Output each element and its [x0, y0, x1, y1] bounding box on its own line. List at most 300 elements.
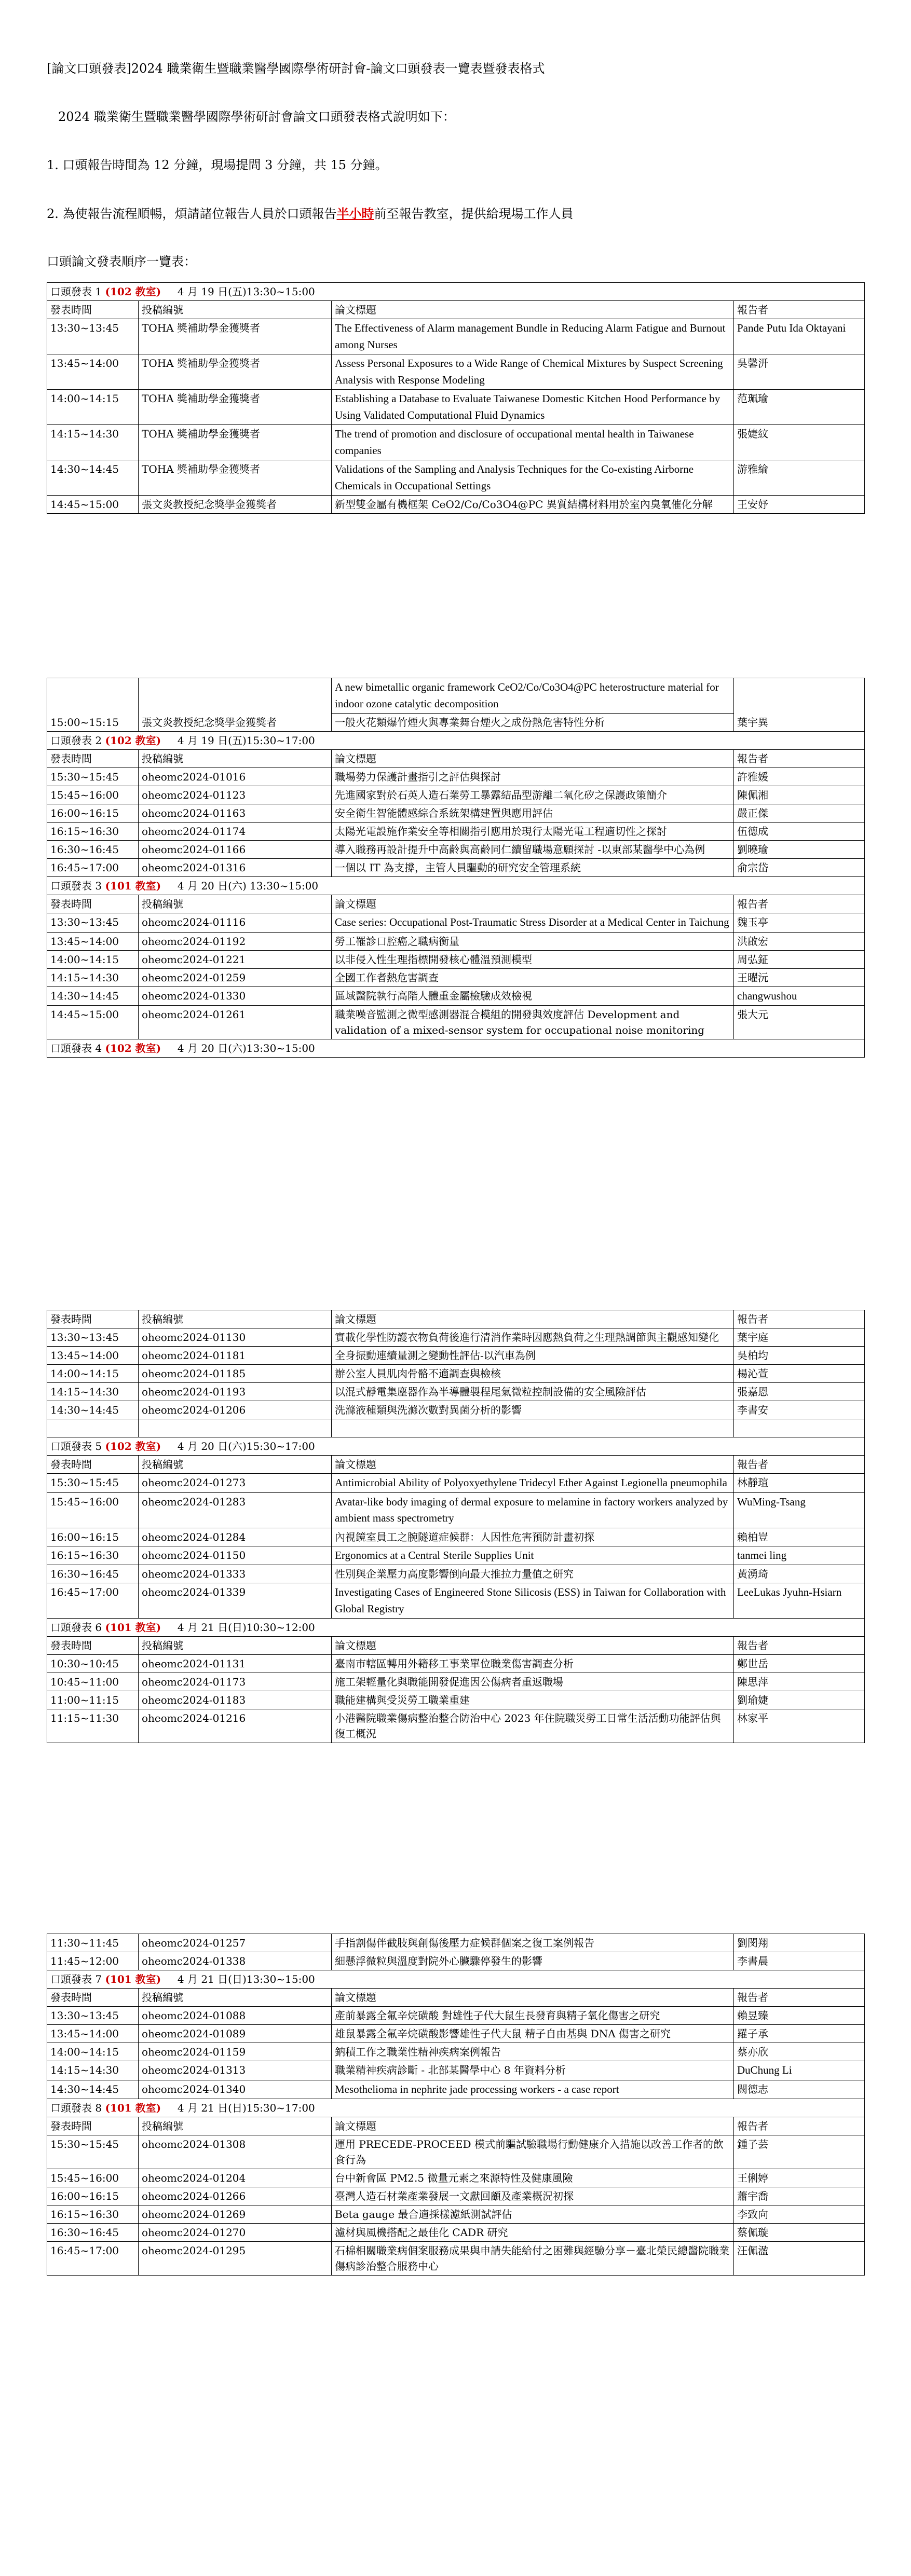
- header-id: 投稿編號: [139, 1310, 332, 1328]
- table-row: [47, 932, 865, 950]
- session-label: 口頭發表 1: [50, 285, 102, 298]
- header-id: 投稿編號: [139, 2117, 332, 2135]
- presentation-time: 14:45~15:00: [47, 1006, 139, 1039]
- table-row: [47, 1565, 865, 1583]
- header-time: 發表時間: [47, 895, 139, 913]
- table-row: [47, 1328, 865, 1347]
- paper-title: 全國工作者熱危害調查: [332, 968, 734, 986]
- presentation-time: 16:45~17:00: [47, 859, 139, 877]
- session-room: (102 教室): [105, 1440, 161, 1453]
- session-date: 4 月 19 日(五)15:30~17:00: [177, 734, 315, 747]
- submission-id: oheomc2024-01088: [139, 2007, 332, 2025]
- paper-title: Assess Personal Exposures to a Wide Range of Chemical Mixtures by Suspect Screening Analysis with Response Modeling: [332, 354, 734, 390]
- paper-title: 職場勢力保護計畫指引之評估與探討: [332, 768, 734, 786]
- presenter-name: 黃湧琦: [734, 1565, 865, 1583]
- presentation-time: 16:15~16:30: [47, 1546, 139, 1565]
- presenter-name: 周弘鉦: [734, 950, 865, 968]
- paper-title: Validations of the Sampling and Analysis Techniques for the Co-existing Airborne Chemicals in Occupational Settings: [332, 460, 734, 496]
- header-title: 論文標題: [332, 2117, 734, 2135]
- presenter-name: 賴昱臻: [734, 2007, 865, 2025]
- table-row: [47, 823, 865, 841]
- submission-id: oheomc2024-01193: [139, 1383, 332, 1401]
- header-time: 發表時間: [47, 301, 139, 319]
- presenter-name: 嚴正傑: [734, 804, 865, 823]
- paper-title: Ergonomics at a Central Sterile Supplies Unit: [332, 1546, 734, 1565]
- table-row: [47, 2080, 865, 2099]
- presentation-time: 16:45~17:00: [47, 1583, 139, 1619]
- submission-id: oheomc2024-01340: [139, 2080, 332, 2099]
- submission-id: oheomc2024-01016: [139, 768, 332, 786]
- paper-title: 性別與企業壓力高度影響倒向最大推拉力量值之研究: [332, 1565, 734, 1583]
- rule-arrival: 2. 為使報告流程順暢，煩請諸位報告人員於口頭報告半小時前至報告教室，提供給現場工作人員: [47, 206, 574, 221]
- presentation-time: 14:15~14:30: [47, 968, 139, 986]
- header-id: 投稿編號: [139, 1637, 332, 1655]
- session-cell: [47, 877, 865, 895]
- paper-title: 臺灣人造石材業產業發展一文獻回顧及產業概況初探: [332, 2187, 734, 2205]
- presentation-time: 15:45~16:00: [47, 1492, 139, 1528]
- paper-title: Beta gauge 最合適採樣濾紙測試評估: [332, 2205, 734, 2224]
- header-time: 發表時間: [47, 1310, 139, 1328]
- table-row: [47, 786, 865, 804]
- presentation-time: 15:30~15:45: [47, 768, 139, 786]
- presenter-name: 游雅綸: [734, 460, 865, 496]
- header-presenter: 報告者: [734, 1310, 865, 1328]
- submission-id: oheomc2024-01316: [139, 859, 332, 877]
- table-row: [47, 714, 865, 732]
- header-time: 發表時間: [47, 750, 139, 768]
- submission-id: oheomc2024-01185: [139, 1365, 332, 1383]
- presenter-name: 蔡佩璇: [734, 2224, 865, 2242]
- column-header-row: [47, 1310, 865, 1328]
- session-header: [47, 283, 865, 301]
- presenter-name: LeeLukas Jyuhn-Hsiarn: [734, 1583, 865, 1619]
- submission-id: oheomc2024-01283: [139, 1492, 332, 1528]
- paper-title: 太陽光電設施作業安全等相關指引應用於現行太陽光電工程適切性之探討: [332, 823, 734, 841]
- presentation-time: 15:45~16:00: [47, 786, 139, 804]
- paper-title: The Effectiveness of Alarm management Bundle in Reducing Alarm Fatigue and Burnout among Nurses: [332, 319, 734, 354]
- paper-title: 鈉積工作之職業性精神疾病案例報告: [332, 2043, 734, 2061]
- header-title: 論文標題: [332, 1310, 734, 1328]
- submission-id: oheomc2024-01339: [139, 1583, 332, 1619]
- paper-title: 職業噪音監測之微型感測器混合模組的開發與效度評估 Development and validation of a mixed-sensor system for occupational noise monitoring: [332, 1006, 734, 1039]
- session-label: 口頭發表 7: [50, 1973, 102, 1985]
- paper-title: 施工架輕量化與職能開發促進因公傷病者重返職場: [332, 1673, 734, 1691]
- table-row: [47, 2007, 865, 2025]
- submission-id: oheomc2024-01266: [139, 2187, 332, 2205]
- session-header: [47, 1619, 865, 1637]
- table-row: [47, 1546, 865, 1565]
- table-row: [47, 2043, 865, 2061]
- submission-id: TOHA 獎補助學金獲獎者: [139, 460, 332, 496]
- paper-title: Antimicrobial Ability of Polyoxyethylene Tridecyl Ether Against Legionella pneumophila: [332, 1474, 734, 1493]
- table-row: [47, 2187, 865, 2205]
- table-row: [47, 804, 865, 823]
- table-row: [47, 968, 865, 986]
- submission-id: oheomc2024-01166: [139, 841, 332, 859]
- submission-id: 張文炎教授紀念獎學金獲獎者: [139, 496, 332, 514]
- presenter-name: 吳馨汧: [734, 354, 865, 390]
- header-presenter: 報告者: [734, 1637, 865, 1655]
- session-header: [47, 2099, 865, 2117]
- table-row: [47, 678, 865, 714]
- table-row: [47, 496, 865, 514]
- session-cell: [47, 732, 865, 750]
- rule-time: 1. 口頭報告時間為 12 分鐘，現場提問 3 分鐘，共 15 分鐘。: [47, 158, 388, 172]
- session-room: (102 教室): [105, 734, 161, 747]
- table-row: [47, 1709, 865, 1743]
- session-room: (101 教室): [105, 2102, 161, 2114]
- session-date: 4 月 19 日(五)13:30~15:00: [177, 285, 315, 298]
- presenter-name: 鍾子芸: [734, 2135, 865, 2169]
- presentation-time: 11:45~12:00: [47, 1952, 139, 1970]
- schedule-block-1: [47, 282, 864, 514]
- header-presenter: 報告者: [734, 1456, 865, 1474]
- presentation-time: 14:30~14:45: [47, 2080, 139, 2099]
- submission-id: oheomc2024-01261: [139, 1006, 332, 1039]
- header-time: 發表時間: [47, 1637, 139, 1655]
- presenter-name: 陳佩湘: [734, 786, 865, 804]
- table-row: [47, 1934, 865, 1952]
- submission-id: oheomc2024-01308: [139, 2135, 332, 2169]
- table-row: [47, 1673, 865, 1691]
- session-label: 口頭發表 4: [50, 1042, 102, 1054]
- paper-title: 以非侵入性生理指標開發核心體溫預測模型: [332, 950, 734, 968]
- submission-id: oheomc2024-01183: [139, 1691, 332, 1709]
- presenter-name: 汪佩溋: [734, 2242, 865, 2276]
- paper-title: 實載化學性防護衣物負荷後進行清消作業時因應熱負荷之生理熱調節與主觀感知變化: [332, 1328, 734, 1347]
- table-row: [47, 1383, 865, 1401]
- session-header: [47, 732, 865, 750]
- session-label: 口頭發表 5: [50, 1440, 102, 1453]
- presentation-time: 13:45~14:00: [47, 354, 139, 390]
- paper-title: 細懸浮微粒與溫度對院外心臟驟停發生的影響: [332, 1952, 734, 1970]
- submission-id: oheomc2024-01159: [139, 2043, 332, 2061]
- header-presenter: 報告者: [734, 1989, 865, 2007]
- table-row: [47, 2169, 865, 2187]
- header-id: 投稿編號: [139, 301, 332, 319]
- presenter-name: 李致向: [734, 2205, 865, 2224]
- column-header-row: [47, 895, 865, 913]
- header-time: 發表時間: [47, 1989, 139, 2007]
- session-room: (102 教室): [105, 1042, 161, 1054]
- presentation-time: 13:45~14:00: [47, 932, 139, 950]
- submission-id: oheomc2024-01257: [139, 1934, 332, 1952]
- submission-id: 張文炎教授紀念獎學金獲獎者: [139, 714, 332, 732]
- table-row: [47, 1401, 865, 1419]
- presenter-name: 楊沁萱: [734, 1365, 865, 1383]
- presenter-name: 俞宗岱: [734, 859, 865, 877]
- paper-title: 一個以 IT 為支撐，主管人員驅動的研究安全管理系統: [332, 859, 734, 877]
- presentation-time: 16:30~16:45: [47, 1565, 139, 1583]
- header-title: 論文標題: [332, 1989, 734, 2007]
- presenter-name: 張嘉恩: [734, 1383, 865, 1401]
- presentation-time: 14:00~14:15: [47, 950, 139, 968]
- submission-id: oheomc2024-01284: [139, 1528, 332, 1546]
- presentation-time: 11:00~11:15: [47, 1691, 139, 1709]
- presentation-time: 13:45~14:00: [47, 2025, 139, 2043]
- presentation-time: 13:30~13:45: [47, 1328, 139, 1347]
- submission-id: oheomc2024-01116: [139, 913, 332, 933]
- paper-title: 全身振動連續量測之變動性評估-以汽車為例: [332, 1347, 734, 1365]
- session-room: (101 教室): [105, 1973, 161, 1985]
- paper-title: 洗滌液種類與洗滌次數對異菌分析的影響: [332, 1401, 734, 1419]
- submission-id: oheomc2024-01130: [139, 1328, 332, 1347]
- presentation-time: 16:00~16:15: [47, 1528, 139, 1546]
- submission-id: oheomc2024-01089: [139, 2025, 332, 2043]
- presentation-time: 10:45~11:00: [47, 1673, 139, 1691]
- submission-id: oheomc2024-01206: [139, 1401, 332, 1419]
- session-room: (101 教室): [105, 880, 161, 892]
- presentation-time: 16:15~16:30: [47, 823, 139, 841]
- presentation-time: 10:30~10:45: [47, 1655, 139, 1673]
- format-intro: 2024 職業衛生暨職業醫學國際學術研討會論文口頭發表格式說明如下：: [58, 109, 455, 124]
- session-label: 口頭發表 6: [50, 1621, 102, 1634]
- submission-id: oheomc2024-01259: [139, 968, 332, 986]
- presentation-time: 15:00~15:15: [47, 714, 139, 732]
- paper-title: Mesothelioma in nephrite jade processing workers - a case report: [332, 2080, 734, 2099]
- session-date: 4 月 21 日(日)15:30~17:00: [177, 2102, 315, 2114]
- column-header-row: [47, 2117, 865, 2135]
- presentation-time: 13:45~14:00: [47, 1347, 139, 1365]
- presenter-name: 王安妤: [734, 496, 865, 514]
- paper-title: Investigating Cases of Engineered Stone Silicosis (ESS) in Taiwan for Collaboration with Global Registry: [332, 1583, 734, 1619]
- submission-id: oheomc2024-01313: [139, 2061, 332, 2080]
- presentation-time: 14:30~14:45: [47, 1401, 139, 1419]
- submission-id: TOHA 獎補助學金獲獎者: [139, 319, 332, 354]
- paper-title: 一般火花類爆竹煙火與專業舞台煙火之成份熱危害特性分析: [332, 714, 734, 732]
- presenter-name: 王俐婷: [734, 2169, 865, 2187]
- presenter-name: 葉宇庭: [734, 1328, 865, 1347]
- header-title: 論文標題: [332, 301, 734, 319]
- table-row: [47, 986, 865, 1006]
- table-row: [47, 319, 865, 354]
- presentation-time: 16:15~16:30: [47, 2205, 139, 2224]
- header-title: 論文標題: [332, 1637, 734, 1655]
- presentation-time: 16:30~16:45: [47, 2224, 139, 2242]
- presentation-time: 13:30~13:45: [47, 2007, 139, 2025]
- presentation-time: 16:00~16:15: [47, 2187, 139, 2205]
- document-title: [論文口頭發表]2024 職業衛生暨職業醫學國際學術研討會-論文口頭發表一覽表暨發表格式: [47, 61, 545, 76]
- session-label: 口頭發表 8: [50, 2102, 102, 2114]
- table-row: [47, 2224, 865, 2242]
- table-row: [47, 1492, 865, 1528]
- table-row: [47, 1952, 865, 1970]
- list-heading: 口頭論文發表順序一覽表：: [47, 254, 196, 269]
- header-presenter: 報告者: [734, 301, 865, 319]
- column-header-row: [47, 301, 865, 319]
- paper-title: 新型雙金屬有機框架 CeO2/Co/Co3O4@PC 異質結構材料用於室內臭氧催化分解: [332, 496, 734, 514]
- session-header: [47, 1970, 865, 1989]
- table-row: [47, 2135, 865, 2169]
- submission-id: TOHA 獎補助學金獲獎者: [139, 354, 332, 390]
- paper-title: Establishing a Database to Evaluate Taiwanese Domestic Kitchen Hood Performance by Using Validated Computational Fluid Dynamics: [332, 390, 734, 425]
- paper-title: 以混式靜電集塵器作為半導體製程尾氣微粒控制設備的安全風險評估: [332, 1383, 734, 1401]
- schedule-block-2: [47, 678, 864, 1058]
- table-row: [47, 913, 865, 933]
- paper-title: 先進國家對於石英人造石業勞工暴露結晶型游離二氧化矽之保護政策簡介: [332, 786, 734, 804]
- session-header: [47, 877, 865, 895]
- table-row: [47, 1365, 865, 1383]
- presenter-name: 葉宇異: [734, 714, 865, 732]
- table-row: [47, 1474, 865, 1493]
- paper-title: 濾材與風機搭配之最佳化 CADR 研究: [332, 2224, 734, 2242]
- presentation-time: 16:30~16:45: [47, 841, 139, 859]
- paper-title: 運用 PRECEDE-PROCEED 模式前驅試驗職場行動健康介入措施以改善工作者的飲食行為: [332, 2135, 734, 2169]
- submission-id: oheomc2024-01123: [139, 786, 332, 804]
- submission-id: TOHA 獎補助學金獲獎者: [139, 425, 332, 460]
- column-header-row: [47, 750, 865, 768]
- presentation-time: 13:30~13:45: [47, 319, 139, 354]
- paper-title: 手指割傷伴截肢與創傷後壓力症候群個案之復工案例報告: [332, 1934, 734, 1952]
- header-id: 投稿編號: [139, 1989, 332, 2007]
- presenter-name: 劉閔翔: [734, 1934, 865, 1952]
- submission-id: oheomc2024-01131: [139, 1655, 332, 1673]
- presentation-time: 14:15~14:30: [47, 1383, 139, 1401]
- paper-title: 辦公室人員肌肉骨骼不適調查與檢核: [332, 1365, 734, 1383]
- submission-id: oheomc2024-01204: [139, 2169, 332, 2187]
- column-header-row: [47, 1637, 865, 1655]
- presenter-name: 闕德志: [734, 2080, 865, 2099]
- presenter-name: 劉曉瑜: [734, 841, 865, 859]
- table-row: [47, 768, 865, 786]
- table-row: [47, 460, 865, 496]
- table-row: [47, 1528, 865, 1546]
- session-header: [47, 1437, 865, 1456]
- presentation-time: 15:30~15:45: [47, 2135, 139, 2169]
- presenter-name: Pande Putu Ida Oktayani: [734, 319, 865, 354]
- paper-title: 石棉相關職業病個案服務成果與申請失能給付之困難與經驗分享－臺北榮民總醫院職業傷病診治整合服務中心: [332, 2242, 734, 2276]
- submission-id: oheomc2024-01173: [139, 1673, 332, 1691]
- header-presenter: 報告者: [734, 895, 865, 913]
- submission-id: oheomc2024-01192: [139, 932, 332, 950]
- header-id: 投稿編號: [139, 1456, 332, 1474]
- presentation-time: 14:15~14:30: [47, 425, 139, 460]
- presenter-name: changwushou: [734, 986, 865, 1006]
- presentation-time: 15:45~16:00: [47, 2169, 139, 2187]
- presenter-name: 羅子承: [734, 2025, 865, 2043]
- session-cell: [47, 283, 865, 301]
- paper-title: 產前暴露全氟辛烷磺酸 對雄性子代大鼠生長發育與精子氧化傷害之研究: [332, 2007, 734, 2025]
- table-row: [47, 950, 865, 968]
- submission-id: oheomc2024-01174: [139, 823, 332, 841]
- presenter-name: 伍德成: [734, 823, 865, 841]
- presentation-time: 14:45~15:00: [47, 496, 139, 514]
- table-row: [47, 2205, 865, 2224]
- paper-title: 職業精神疾病診斷 - 北部某醫學中心 8 年資料分析: [332, 2061, 734, 2080]
- paper-title: 臺南市轄區轉用外籍移工事業單位職業傷害調查分析: [332, 1655, 734, 1673]
- submission-id: oheomc2024-01270: [139, 2224, 332, 2242]
- table-row: [47, 425, 865, 460]
- table-row: [47, 2025, 865, 2043]
- presenter-name: tanmei ling: [734, 1546, 865, 1565]
- session-label: 口頭發表 2: [50, 734, 102, 747]
- presenter-name: 賴柏豈: [734, 1528, 865, 1546]
- submission-id: TOHA 獎補助學金獲獎者: [139, 390, 332, 425]
- presentation-time: 14:00~14:15: [47, 2043, 139, 2061]
- schedule-block-3: [47, 1310, 864, 1743]
- paper-title: 安全衛生智能體感綜合系統架構建置與應用評估: [332, 804, 734, 823]
- submission-id: oheomc2024-01273: [139, 1474, 332, 1493]
- header-title: 論文標題: [332, 1456, 734, 1474]
- table-row: [47, 1691, 865, 1709]
- submission-id: oheomc2024-01163: [139, 804, 332, 823]
- submission-id: oheomc2024-01295: [139, 2242, 332, 2276]
- table-row: [47, 1006, 865, 1039]
- submission-id: oheomc2024-01338: [139, 1952, 332, 1970]
- presentation-time: 14:00~14:15: [47, 1365, 139, 1383]
- presentation-time: 16:00~16:15: [47, 804, 139, 823]
- session-date: 4 月 20 日(六)13:30~15:00: [177, 1042, 315, 1054]
- presentation-time: 14:00~14:15: [47, 390, 139, 425]
- presenter-name: 陳思萍: [734, 1673, 865, 1691]
- header-time: 發表時間: [47, 2117, 139, 2135]
- header-presenter: 報告者: [734, 750, 865, 768]
- presenter-name: WuMing-Tsang: [734, 1492, 865, 1528]
- session-cell: [47, 1437, 865, 1456]
- table-row: [47, 859, 865, 877]
- presenter-name: 許雅媛: [734, 768, 865, 786]
- session-date: 4 月 20 日(六) 13:30~15:00: [177, 880, 319, 892]
- session-cell: [47, 1039, 865, 1058]
- presenter-name: 魏玉亭: [734, 913, 865, 933]
- presenter-name: 洪啟宏: [734, 932, 865, 950]
- highlight-half-hour: 半小時: [336, 206, 374, 221]
- submission-id: oheomc2024-01269: [139, 2205, 332, 2224]
- submission-id: oheomc2024-01216: [139, 1709, 332, 1743]
- session-room: (102 教室): [105, 285, 161, 298]
- table-row: [47, 390, 865, 425]
- session-cell: [47, 1619, 865, 1637]
- paper-title: 區域醫院執行高階人體重金屬檢驗成效檢視: [332, 986, 734, 1006]
- header-time: 發表時間: [47, 1456, 139, 1474]
- table-row: [47, 1655, 865, 1673]
- presenter-name: 王曜沅: [734, 968, 865, 986]
- session-date: 4 月 21 日(日)10:30~12:00: [177, 1621, 315, 1634]
- paper-title: 小港醫院職業傷病整治整合防治中心 2023 年住院職災勞工日常生活活動功能評估與復工概況: [332, 1709, 734, 1743]
- presenter-name: 林靜瑄: [734, 1474, 865, 1493]
- header-title: 論文標題: [332, 895, 734, 913]
- presenter-name: 蕭宇喬: [734, 2187, 865, 2205]
- schedule-block-4: [47, 1934, 864, 2276]
- presentation-time: 15:30~15:45: [47, 1474, 139, 1493]
- table-row: [47, 2061, 865, 2080]
- submission-id: oheomc2024-01330: [139, 986, 332, 1006]
- submission-id: oheomc2024-01221: [139, 950, 332, 968]
- column-header-row: [47, 1989, 865, 2007]
- paper-title: Avatar-like body imaging of dermal exposure to melamine in factory workers analyzed by ambient mass spectrometry: [332, 1492, 734, 1528]
- header-id: 投稿編號: [139, 750, 332, 768]
- presenter-name: 張婕紋: [734, 425, 865, 460]
- paper-title: 職能建構與受災勞工職業重建: [332, 1691, 734, 1709]
- session-date: 4 月 20 日(六)15:30~17:00: [177, 1440, 315, 1453]
- submission-id: oheomc2024-01333: [139, 1565, 332, 1583]
- presentation-time: 14:30~14:45: [47, 460, 139, 496]
- table-row: [47, 354, 865, 390]
- presenter-name: 李書安: [734, 1401, 865, 1419]
- presenter-name: 鄭世岳: [734, 1655, 865, 1673]
- session-header: [47, 1039, 865, 1058]
- header-id: 投稿編號: [139, 895, 332, 913]
- presenter-name: 吳柏均: [734, 1347, 865, 1365]
- session-date: 4 月 21 日(日)13:30~15:00: [177, 1973, 315, 1985]
- paper-title: 雄鼠暴露全氟辛烷磺酸影響雄性子代大鼠 精子自由基與 DNA 傷害之研究: [332, 2025, 734, 2043]
- presenter-name: 劉瑜婕: [734, 1691, 865, 1709]
- paper-title: Case series: Occupational Post-Traumatic Stress Disorder at a Medical Center in Taichung: [332, 913, 734, 933]
- paper-title: 導入職務再設計提升中高齡與高齡同仁續留職場意願探討 -以東部某醫學中心為例: [332, 841, 734, 859]
- paper-title: 內視鏡室員工之腕隧道症候群：人因性危害預防計畫初探: [332, 1528, 734, 1546]
- submission-id: oheomc2024-01181: [139, 1347, 332, 1365]
- paper-title: The trend of promotion and disclosure of occupational mental health in Taiwanese companies: [332, 425, 734, 460]
